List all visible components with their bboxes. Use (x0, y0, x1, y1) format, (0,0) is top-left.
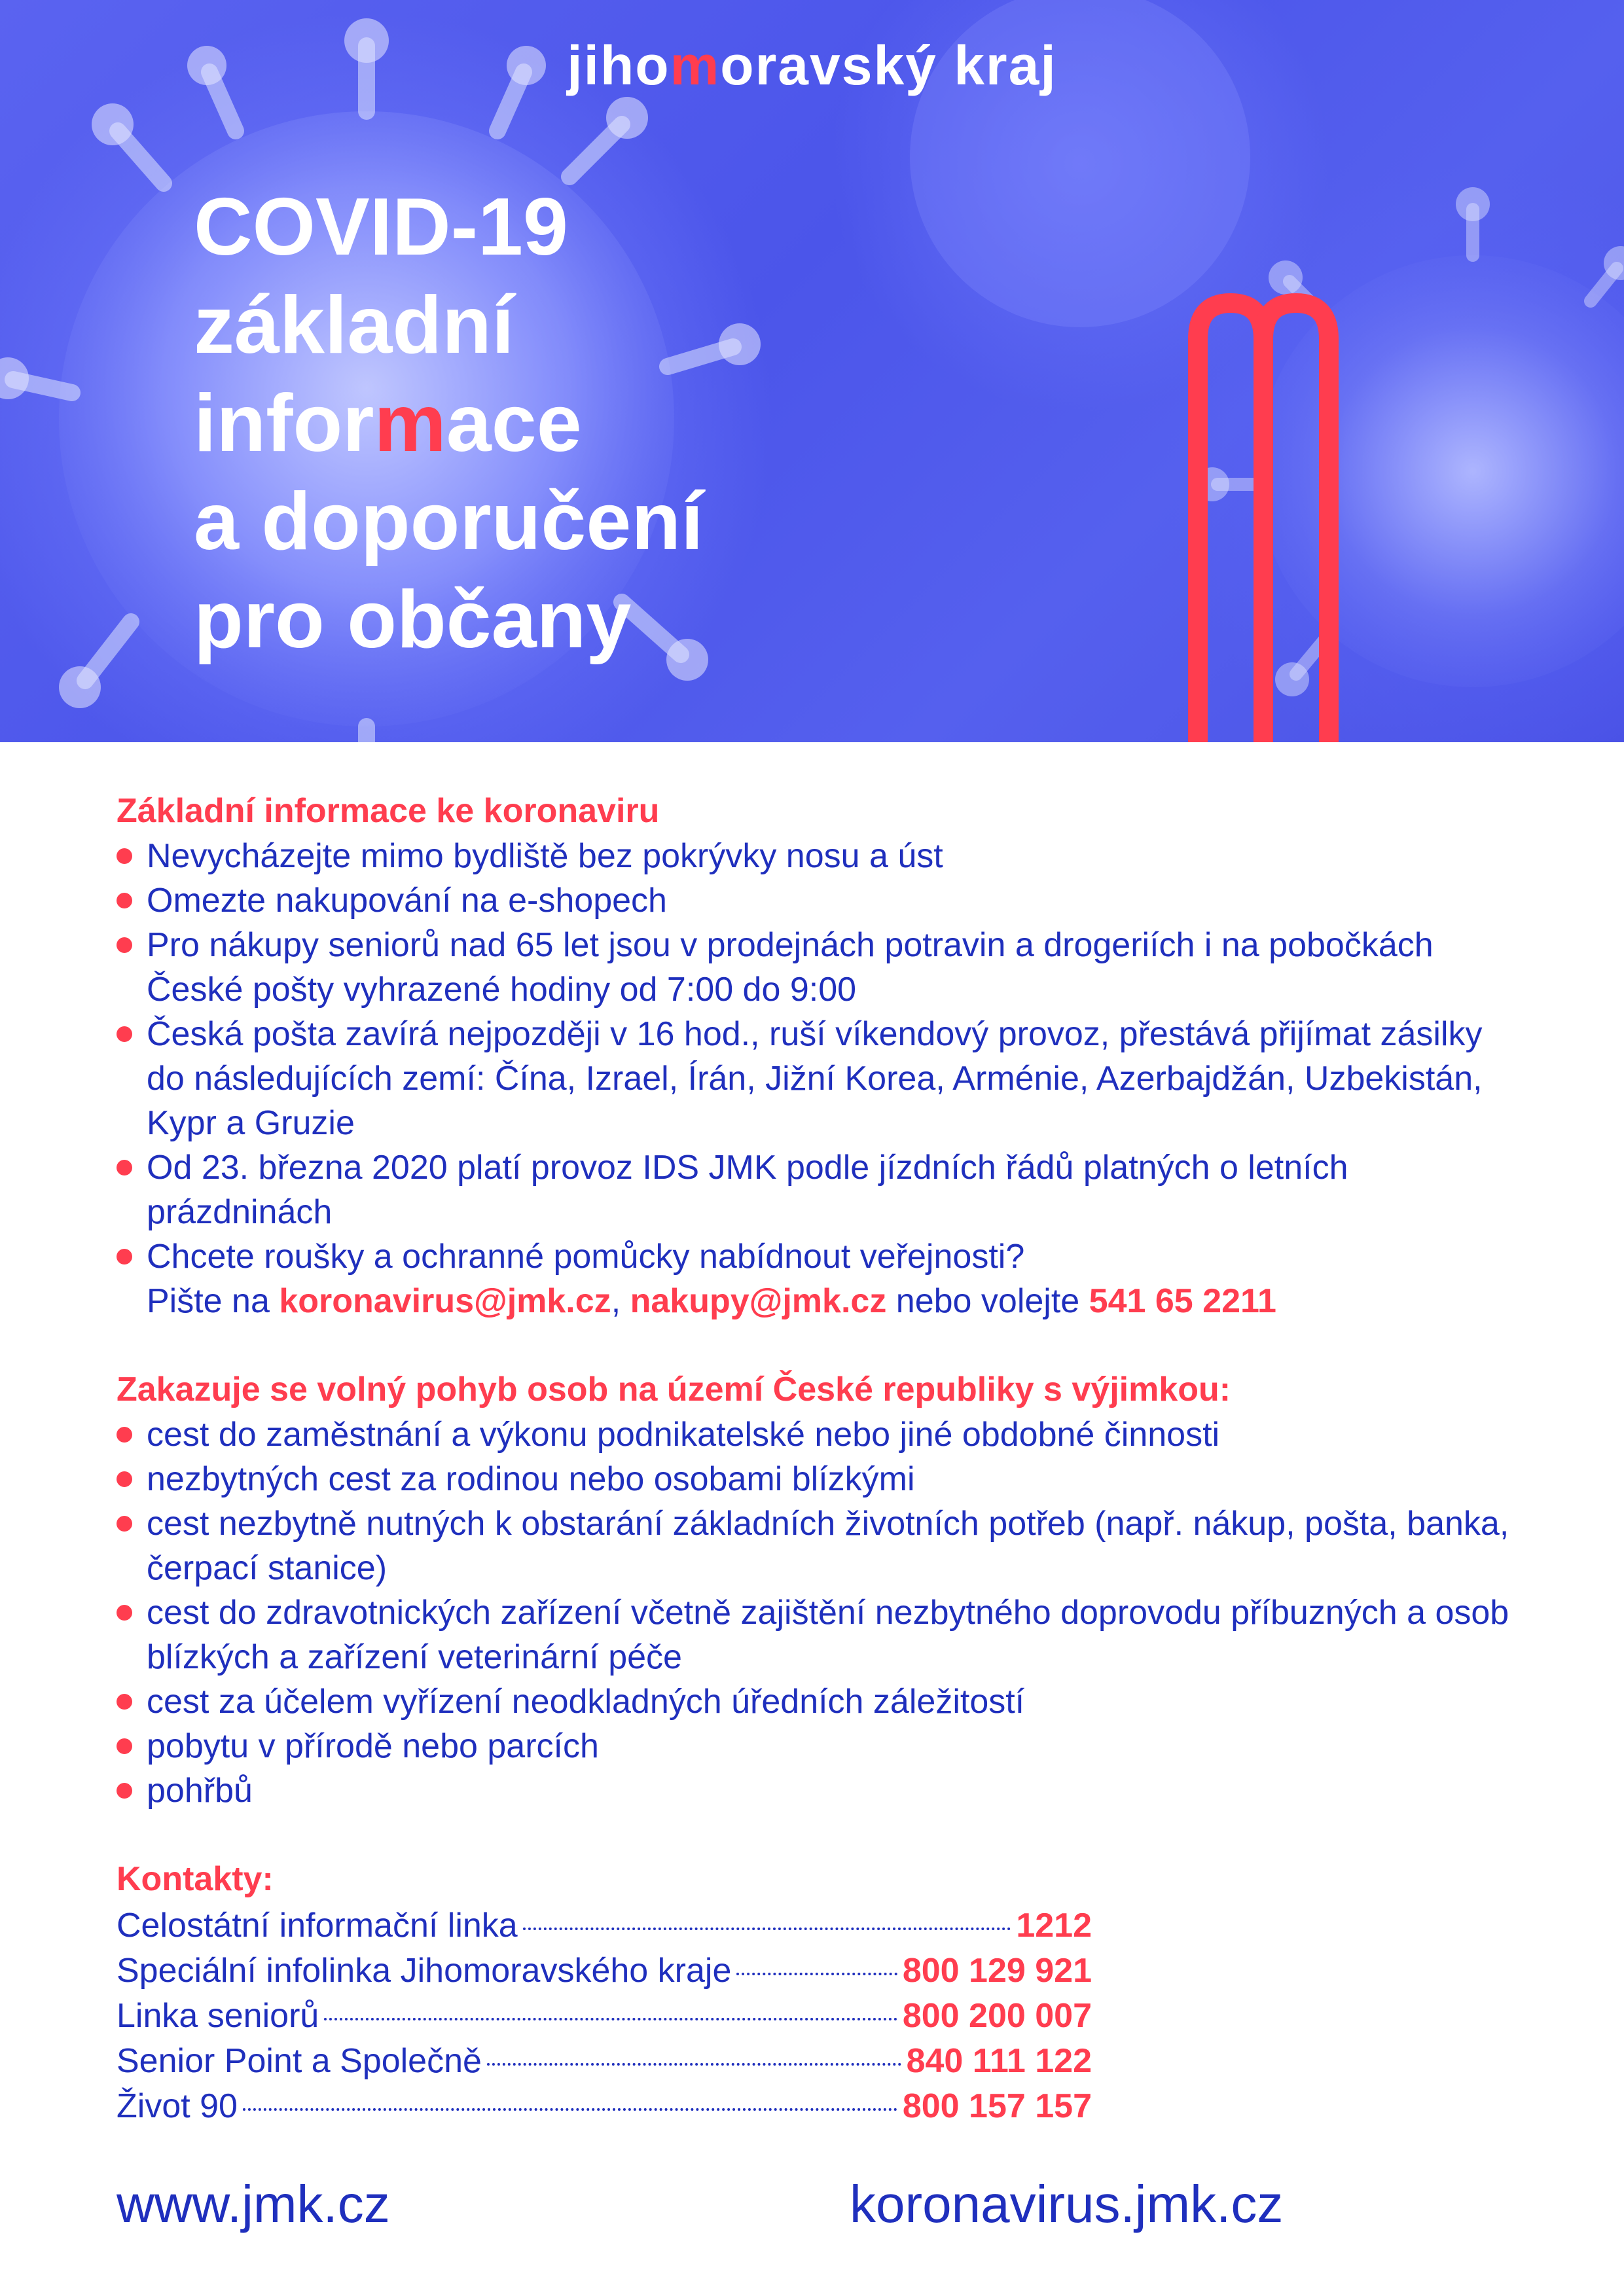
section-restrictions (117, 1367, 1524, 1813)
phone-link[interactable]: 541 65 2211 (1089, 1282, 1276, 1320)
contact-label: Speciální infolinka Jihomoravského kraje (117, 1952, 732, 1990)
title-line: COVID-19 (194, 182, 568, 272)
bullet-icon (117, 1160, 132, 1175)
contact-row (117, 1994, 1092, 2039)
title-line: základní (194, 280, 514, 370)
contact-number[interactable]: 840 111 122 (906, 2042, 1092, 2080)
contact-label: Linka seniorů (117, 1997, 319, 2035)
section-heading: Kontakty: (117, 1860, 274, 1898)
contact-number[interactable]: 800 200 007 (902, 1997, 1092, 2035)
section-contacts (117, 1856, 1524, 2129)
contact-number[interactable]: 800 157 157 (902, 2087, 1092, 2125)
dot-leader (243, 2108, 897, 2111)
title-line: pro občany (194, 575, 632, 665)
logo-m-mark (1186, 293, 1341, 742)
bullet-icon (117, 1026, 132, 1042)
list-item: Od 23. března 2020 platí provoz IDS JMK podle jízdních řádů platných o letních prázdninách (117, 1145, 1524, 1234)
exceptions-list (117, 1412, 1524, 1813)
section-heading: Základní informace ke koronaviru (117, 792, 660, 830)
bullet-icon (117, 1249, 132, 1265)
dot-leader (736, 1973, 897, 1975)
bullet-icon (117, 848, 132, 864)
contact-row (117, 1903, 1092, 1948)
contact-row (117, 2084, 1092, 2129)
title-line: informace (194, 378, 582, 469)
contact-row (117, 1948, 1092, 1994)
hero-banner (0, 0, 1624, 742)
list-item: nezbytných cest za rodinou nebo osobami blízkými (117, 1457, 1524, 1501)
list-item: Česká pošta zavírá nejpozději v 16 hod., ruší víkendový provoz, přestává přijímat zásilky do následujících zemí: Čína, Izrael, Írán, Jižní Korea, Arménie, Azerbajdžán, Uzbekistán, Kypr a Gruzie (117, 1012, 1524, 1145)
list-item: Pro nákupy seniorů nad 65 let jsou v prodejnách potravin a drogeriích i na pobočkách České pošty vyhrazené hodiny od 7:00 do 9:00 (117, 923, 1524, 1012)
list-item: Chcete roušky a ochranné pomůcky nabídnout veřejnosti? Pište na koronavirus@jmk.cz, nakupy@jmk.cz nebo volejte 541 65 2211 (117, 1234, 1524, 1323)
page-title (194, 178, 704, 669)
bullet-icon (117, 1738, 132, 1754)
contact-number[interactable]: 1212 (1016, 1907, 1092, 1945)
bullet-icon (117, 1427, 132, 1443)
dot-leader (523, 1928, 1011, 1930)
info-list (117, 834, 1524, 1323)
contact-label: Život 90 (117, 2087, 238, 2125)
list-item: cest do zaměstnání a výkonu podnikatelské nebo jiné obdobné činnosti (117, 1412, 1524, 1457)
list-item: pohřbů (117, 1768, 1524, 1813)
email-link-nakupy[interactable]: nakupy@jmk.cz (630, 1282, 887, 1320)
list-item: cest do zdravotnických zařízení včetně zajištění nezbytného doprovodu příbuzných a osob blízkých a zařízení veterinární péče (117, 1590, 1524, 1679)
dot-leader (487, 2063, 901, 2066)
bullet-icon (117, 1516, 132, 1532)
contact-label: Celostátní informační linka (117, 1907, 518, 1945)
bullet-icon (117, 937, 132, 953)
bullet-icon (117, 1471, 132, 1487)
jmk-logo: jihomoravský kraj (567, 35, 1057, 96)
section-basic-info (117, 788, 1524, 1323)
bullet-icon (117, 1605, 132, 1621)
list-item: cest za účelem vyřízení neodkladných úředních záležitostí (117, 1679, 1524, 1724)
list-item: pobytu v přírodě nebo parcích (117, 1724, 1524, 1768)
main-content (117, 788, 1524, 2129)
section-heading: Zakazuje se volný pohyb osob na území České republiky s výjimkou: (117, 1371, 1231, 1408)
title-line: a doporučení (194, 476, 704, 567)
bullet-icon (117, 1783, 132, 1799)
contact-number[interactable]: 800 129 921 (902, 1952, 1092, 1990)
bullet-icon (117, 1694, 132, 1710)
website-link-jmk[interactable]: www.jmk.cz (117, 2175, 390, 2233)
contact-row (117, 2039, 1092, 2084)
website-link-koronavirus[interactable]: koronavirus.jmk.cz (850, 2175, 1284, 2233)
list-item: Omezte nakupování na e-shopech (117, 878, 1524, 923)
dot-leader (324, 2018, 897, 2020)
email-link-koronavirus[interactable]: koronavirus@jmk.cz (279, 1282, 611, 1320)
list-item: Nevycházejte mimo bydliště bez pokrývky nosu a úst (117, 834, 1524, 878)
contact-label: Senior Point a Společně (117, 2042, 482, 2080)
contacts-table (117, 1903, 1092, 2129)
list-item: cest nezbytně nutných k obstarání základních životních potřeb (např. nákup, pošta, banka, čerpací stanice) (117, 1501, 1524, 1590)
bullet-icon (117, 893, 132, 908)
